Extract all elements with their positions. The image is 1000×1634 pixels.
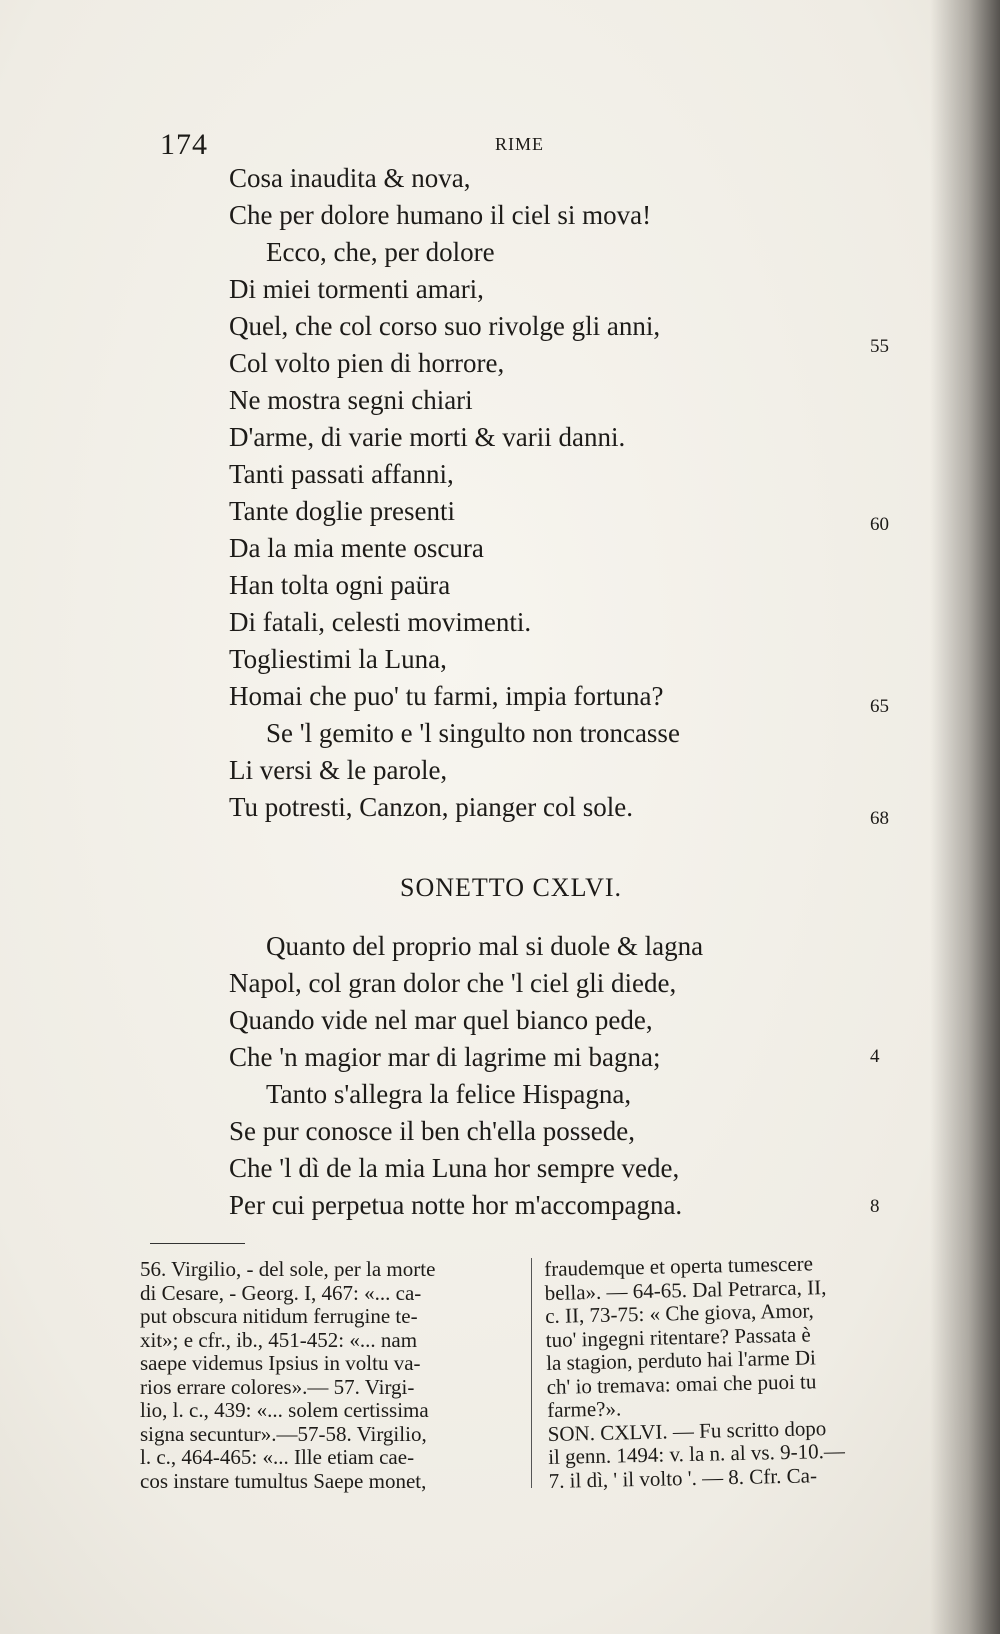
footnote-line: put obscura nitidum ferrugine te- — [140, 1304, 418, 1328]
verse-line: Ne mostra segni chiari — [229, 385, 473, 415]
line-number: 60 — [870, 514, 889, 535]
footnote-line: 7. il dì, ' il volto '. — 8. Cfr. Ca- — [548, 1462, 818, 1493]
verse-line: Togliestimi la Luna, — [229, 644, 447, 674]
footnote-line: il genn. 1494: v. la n. al vs. 9-10.— — [547, 1438, 846, 1469]
footnote-line: la stagion, perduto hai l'arme Di — [545, 1345, 817, 1375]
verse-line: Col volto pien di horrore, — [229, 348, 505, 378]
verse-line: Han tolta ogni paüra — [229, 570, 451, 600]
running-head: RIME — [495, 134, 544, 154]
sonnet-title: SONETTO CXLVI. — [400, 873, 623, 902]
verse-line: Di fatali, celesti movimenti. — [229, 607, 532, 637]
verse-line: Se pur conosce il ben ch'ella possede, — [229, 1116, 635, 1146]
canzone-verses — [229, 160, 749, 826]
sonnet-verses — [229, 928, 749, 1224]
verse-line: Li versi & le parole, — [229, 755, 448, 785]
verse-line: Se 'l gemito e 'l singulto non troncasse — [266, 718, 680, 748]
verse-line: Quanto del proprio mal si duole & lagna — [266, 931, 704, 961]
footnotes-right-column — [544, 1250, 911, 1493]
verse-line: D'arme, di varie morti & varii danni. — [229, 422, 626, 452]
footnote-line: SON. CXLVI. — Fu scritto dopo — [547, 1415, 827, 1446]
page-number: 174 — [160, 128, 208, 161]
verse-line: Che per dolore humano il ciel si mova! — [229, 200, 652, 230]
line-number: 68 — [870, 808, 889, 829]
footnote-line: tuo' ingegni ritentare? Passata è — [545, 1321, 811, 1352]
verse-line: Tanti passati affanni, — [229, 459, 454, 489]
verse-line: Cosa inaudita & nova, — [229, 163, 471, 193]
verse-line: Quando vide nel mar quel bianco pede, — [229, 1005, 653, 1035]
verse-line: Tanto s'allegra la felice Hispagna, — [266, 1079, 632, 1109]
footnotes-left-column — [140, 1258, 502, 1493]
footnote-line: 56. Virgilio, - del sole, per la morte — [140, 1257, 436, 1281]
verse-line: Che 'n magior mar di lagrime mi bagna; — [229, 1042, 661, 1072]
footnote-line: l. c., 464-465: «... Ille etiam cae- — [140, 1445, 415, 1469]
page-gutter-shadow — [930, 0, 1000, 1634]
footnote-line: cos instare tumultus Saepe monet, — [140, 1468, 427, 1493]
footnote-line: fraudemque et operta tumescere — [543, 1251, 814, 1281]
verse-line: Tante doglie presenti — [229, 496, 456, 526]
verse-line: Che 'l dì de la mia Luna hor sempre vede, — [229, 1153, 680, 1183]
footnote-line: c. II, 73-75: « Che giova, Amor, — [544, 1298, 815, 1328]
verse-line: Per cui perpetua notte hor m'accompagna. — [229, 1190, 683, 1220]
footnote-column-rule — [531, 1258, 532, 1488]
verse-line: Homai che puo' tu farmi, impia fortuna? — [229, 681, 664, 711]
line-number: 4 — [870, 1046, 880, 1067]
line-number: 65 — [870, 696, 889, 717]
footnote-line: ch' io tremava: omai che puoi tu — [546, 1368, 817, 1399]
verse-line: Napol, col gran dolor che 'l ciel gli diede, — [229, 968, 677, 998]
verse-line: Tu potresti, Canzon, pianger col sole. — [229, 792, 633, 822]
footnote-line: xit»; e cfr., ib., 451-452: «... nam — [140, 1327, 418, 1352]
footnote-line: bella». — 64-65. Dal Petrarca, II, — [544, 1274, 827, 1305]
footnote-line: farme?». — [546, 1396, 622, 1422]
verse-line: Di miei tormenti amari, — [229, 274, 484, 304]
verse-line: Da la mia mente oscura — [229, 533, 484, 563]
line-number: 55 — [870, 336, 889, 357]
footnote-line: rios errare colores».— 57. Virgi- — [140, 1374, 415, 1399]
footnote-line: lio, l. c., 439: «... solem certissima — [140, 1398, 429, 1422]
footnote-line: di Cesare, - Georg. I, 467: «... ca- — [140, 1280, 422, 1305]
footnote-line: signa secuntur».—57-58. Virgilio, — [140, 1421, 427, 1446]
footnote-separator — [150, 1243, 245, 1244]
verse-line: Ecco, che, per dolore — [266, 237, 495, 267]
footnote-line: saepe videmus Ipsius in voltu va- — [140, 1351, 421, 1375]
verse-line: Quel, che col corso suo rivolge gli anni, — [229, 311, 661, 341]
line-number: 8 — [870, 1196, 880, 1217]
